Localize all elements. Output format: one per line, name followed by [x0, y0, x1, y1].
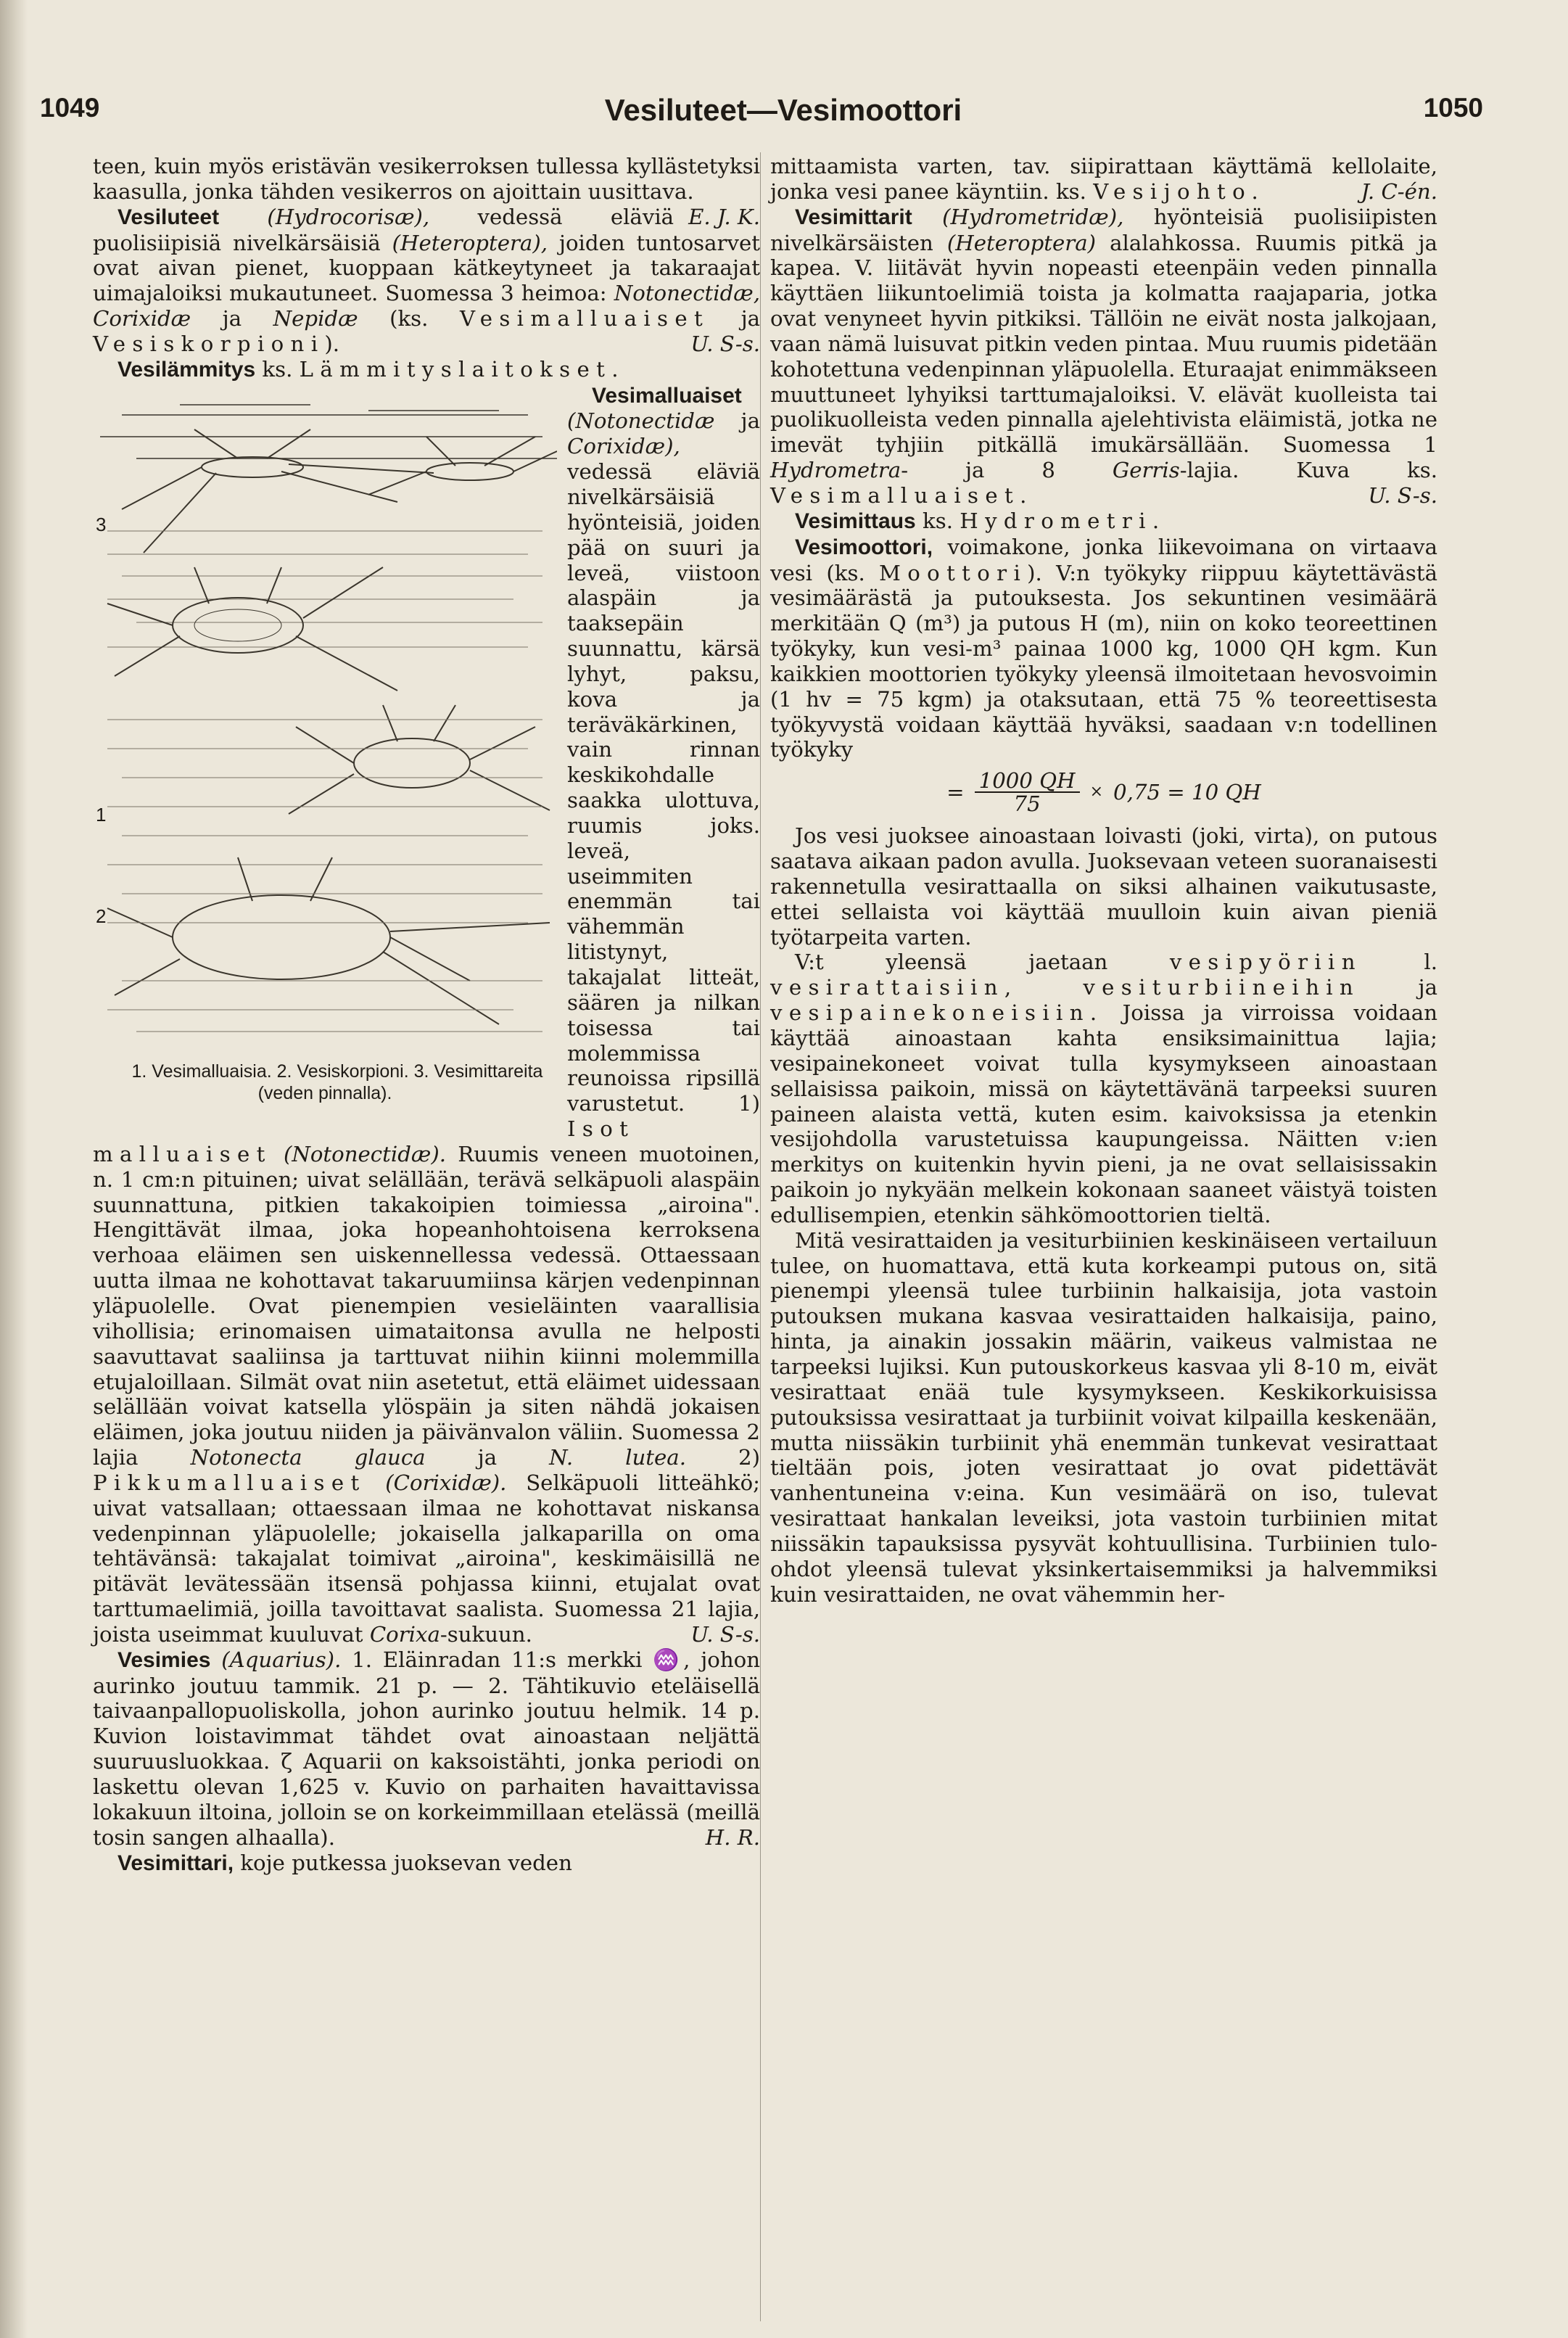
cross-reference: Vesiskorpioni: [93, 331, 325, 356]
figure-label-3: 3: [96, 513, 107, 535]
illustration-drawing: [93, 386, 557, 1053]
formula-fraction: [975, 770, 1080, 815]
paragraph: Mitä vesirattaiden ja vesiturbiinien keskinäiseen vertailuun tulee, on huomattava, että kuta korkeampi putous on, sitä pienempi yleensä tulee turbiinin halkaisija, jota vastoin putouksen mukana kasvaa vesirattaiden halkaisija, paino, hinta, ja ainakin jossakin määrin, vaikeus valmistaa ne tarpeeksi lujiksi. Kun putouskorkeus kasvaa yli 8-10 m, eivät vesirattaat enää tule kysymykseen. Keskikorkuisissa putouksissa vesirattaat ja turbiinit voivat kilpailla keskenään, mutta niissäkin turbiinit yhä enemmän tunkevat vesirattaat tieltään pois, joten vesirattaat jo ovat pidettävät vanhentuneina v:eina. Kun vesimäärä on iso, tulevat vesirattaat hankalan leveiksi, jota vastoin turbiinien mitat niissäkin tapauksissa pysyvät kohtuullisina. Turbiinien tulo-ohdot yleensä tulevat yksinkertaisemmiksi ja halvemmiksi kuin vesirattaiden, ne ovat vähemmin her-: [770, 1227, 1437, 1607]
entry-vesimittari-continued: mittaamista varten, tav. siipirattaan käyttämä kellolaite, jonka vesi panee käyntiin. ks. Vesijohto. J. C-én.: [770, 154, 1437, 204]
figure-caption: 1. Vesimalluaisia. 2. Vesiskorpioni. 3. Vesimittareita (veden pinnalla).: [131, 1061, 543, 1103]
left-page-number: 1049: [40, 93, 100, 123]
figure-label-1: 1: [96, 803, 107, 826]
author-signature: U. S-s.: [1368, 482, 1437, 508]
insect-illustration: [93, 386, 557, 1122]
running-title: Vesiluteet—Vesimoottori: [604, 93, 962, 127]
author-signature: E. J. K.: [688, 204, 760, 229]
paragraph: Jos vesi juoksee ainoastaan loivasti (joki, virta), on putous saatava aikaan padon avulla. Juoksevaan veteen suoranaisesti rakennetulla vesirattaalla on siksi alhainen vaikutusaste, ettei sellaista voi käyttää muulloin kuin aivan pieniä työtarpeita varten.: [770, 823, 1437, 950]
author-signature: U. S-s.: [690, 1621, 760, 1647]
formula-denominator: 75: [1013, 791, 1041, 817]
author-signature: U. S-s.: [690, 331, 760, 356]
cross-reference: Lämmityslaitokset.: [299, 356, 625, 382]
cross-reference: Vesijohto.: [1093, 178, 1266, 204]
cross-reference: Vesimalluaiset.: [770, 482, 1033, 508]
article-continuation: teen, kuin myös eristävän vesikerroksen tullessa kyllästetyksi kaasulla, jonka tähden vesikerros on ajoittain uusittava. E. J. K.: [93, 154, 760, 229]
entry-headword: Vesimoottori,: [795, 535, 933, 559]
entry-vesimalluaiset: 3 1 2 1. Vesimalluaisia. 2. Vesiskorpioni. 3. Vesimittareita (veden pinnalla). Vesimalluaiset (Notonectidæ ja Corixidæ), vedessä eläviä nivelkärsäisiä hyönteisiä, joiden pää on suuri ja leveä, viistoon alaspäin ja taaksepäin suunnattu, kärsä lyhyt, paksu, kova ja teräväkärkinen, vain rinnan keskikohdalle saakka ulottuva, ruumis joks. leveä, useimmiten enemmän tai vähemmän litistynyt, takajalat litteät, säären ja nilkan toisessa tai molemmissa reunoissa ripsillä varustetut. 1) Isot malluaiset (Notonectidæ). Ruumis veneen muotoinen, n. 1 cm:n pituinen; uivat selällään, terävä selkäpuoli alaspäin suunnattuna, pitkien takakoipien toimiessa „airoina". Hengittävät ilmaa, joka hopeanhohtoisena kerroksena verhoaa eläimen sen uiskennellessa vedessä. Ottaessaan uutta ilmaa ne kohottavat takaruumiinsa kärjen vedenpinnan yläpuolelle. Ovat pienempien vesieläinten vaarallisia vihollisia; erinomaisen uimataitonsa avulla ne helposti saavuttavat saaliinsa ja tarttuvat niihin kiinni molemmilla etujaloillaan. Silmät ovat niin asetetut, että eläimet uidessaan selällään voivat katsella ylöspäin ja siten nähdä jokaisen eläimen, joka joutuu niiden ja päivänvalon väliin. Suomessa 2 lajia Notonecta glauca ja N. lutea. 2) Pikkumalluaiset (Corixidæ). Selkäpuoli litteähkö; uivat vatsallaan; ottaessaan ilmaa ne kohottavat niskansa vedenpinnan yläpuolelle; jokaisella jalkaparilla on oma tehtävänsä: takajalat toimivat „airoina", keskimäisillä ne pitävät levätessään itsensä pohjassa kiinni, etujalat ovat tarttumaelimiä, joilla tavoittavat saalista. Suomessa 21 lajia, joista useimmat kuuluvat Corixa-sukuun. U. S-s.: [93, 383, 761, 1647]
formula-numerator: 1000 QH: [975, 770, 1080, 793]
column-divider: [760, 152, 761, 2321]
cross-reference: Vesimalluaiset: [459, 306, 710, 332]
entry-vesimoottori: Vesimoottori, voimakone, jonka liikevoimana on virtaava vesi (ks. Moottori). V:n työkyky riippuu käytettävästä vesimäärästä ja putouksesta. Jos sekuntinen vesimäärä merkitään Q (m³) ja putous H (m), niin on koko teoreettinen työkyky, kun vesi-m³ painaa 1000 kg, 1000 QH kgm. Kun kaikkien moottorien työkyky yleensä ilmoitetaan hevosvoimin (1 hv = 75 kgm) ja otaksutaan, että 75 % teoreettisesta työkyvystä voidaan käyttää hyväksi, saadaan v:n todellinen työkyky: [770, 534, 1437, 762]
page-header: [40, 93, 1527, 136]
cross-reference: Hydrometri.: [960, 508, 1166, 533]
power-formula: = $\frac{1000 QH}{75}$ × 0,75 = 10 QH: [946, 768, 1261, 817]
entry-headword: Vesiluteet: [117, 205, 220, 229]
entry-headword: Vesimies: [117, 1647, 211, 1672]
entry-headword: Vesimittari,: [117, 1851, 234, 1875]
entry-headword: Vesimalluaiset: [592, 383, 742, 408]
figure-label-2: 2: [96, 905, 107, 927]
left-column: [93, 154, 760, 1876]
right-page-number: 1050: [1423, 93, 1483, 123]
entry-headword: Vesimittaus: [795, 509, 916, 533]
cross-reference: Moottori: [879, 560, 1028, 585]
entry-vesimittari: Vesimittari, koje putkessa juoksevan veden: [117, 1850, 572, 1875]
paragraph: V:t yleensä jaetaan vesipyöriin l. vesirattaisiin, vesiturbiineihin ja vesipainekoneisiin. Joissa ja virroissa voidaan käyttää ainoastaan kahta ensiksimainittua lajia; vesipainekoneet voivat tulla kysymykseen ainoastaan sellaisissa paikoin, missä on käytettävänä tarpeeksi suuren paineen alaista vettä, kuten esim. kaivoksissa ja etenkin vesijohdolla varustetuissa kaupungeissa. Näitten v:ien merkitys on kuitenkin hyvin pieni, ja ne ovat sellaisissakin paikoin jo nykyään melkein kokonaan saaneet väistyä toisten edullisempien, etenkin sähkömoottorien tieltä.: [770, 950, 1438, 1227]
entry-vesilammitys: Vesilämmitys ks. Lämmityslaitokset.: [117, 356, 625, 382]
author-signature: J. C-én.: [1361, 178, 1437, 204]
right-column: [770, 154, 1437, 1607]
entry-vesimies: Vesimies (Aquarius). 1. Eläinradan 11:s merkki ♒, johon aurinko joutuu tammik. 21 p. — 2. Tähtikuvio eteläisellä taivaanpallopuoliskolla, johon aurinko joutuu helmik. 14 p. Kuvion loistavimmat tähdet ovat ainoastaan neljättä suuruusluokkaa. ζ Aquarii on kaksoistähti, jonka periodi on laskettu olevan 1,625 v. Kuvio on parhaiten havaittavissa lokakuun iltoina, jolloin se on korkeimmillaan etelässä (meillä tosin sangen alhaalla). H. R.: [93, 1647, 761, 1850]
entry-headword: Vesilämmitys: [117, 357, 256, 382]
book-spine-shadow: [0, 0, 28, 2338]
entry-headword: Vesimittarit: [795, 205, 912, 229]
entry-vesimittarit: Vesimittarit (Hydrometridæ), hyönteisiä puolisiipisten nivelkärsäisten (Heteroptera) alalahkossa. Ruumis pitkä ja kapea. V. liitävät hyvin nopeasti eteenpäin veden pinnalla käyttäen liikuntoelimiä toista ja kolmatta raajaparia, jotka ovat venyneet hyvin pitkiksi. Tällöin ne eivät nosta jalkojaan, vaan nämä luisuvat pitkin veden pintaa. Muu ruumis pidetään kohotettuna vedenpinnan yläpuolella. Eturaajat enimmäkseen muuttuneet lyhyiksi tarttumajaloiksi. V. elävät kuolleista tai puolikuolleista veden pinnalla ajelehtivista eläimistä, jotka ne imevät tyhjiin pitkällä imukärsällään. Suomessa 1 Hydrometra- ja 8 Gerris-lajia. Kuva ks. Vesimalluaiset. U. S-s.: [770, 204, 1438, 508]
entry-vesiluteet: Vesiluteet (Hydrocorisæ), vedessä eläviä puolisiipisiä nivelkärsäisiä (Heteroptera), joiden tuntosarvet ovat aivan pienet, kuoppaan kätkeytyneet ja takaraajat uimajaloiksi mukautuneet. Suomessa 3 heimoa: Notonectidæ, Corixidæ ja Nepidæ (ks. Vesimalluaiset ja Vesiskorpioni). U. S-s.: [93, 204, 761, 356]
author-signature: H. R.: [705, 1824, 760, 1850]
entry-vesimittaus: Vesimittaus ks. Hydrometri.: [795, 508, 1166, 533]
